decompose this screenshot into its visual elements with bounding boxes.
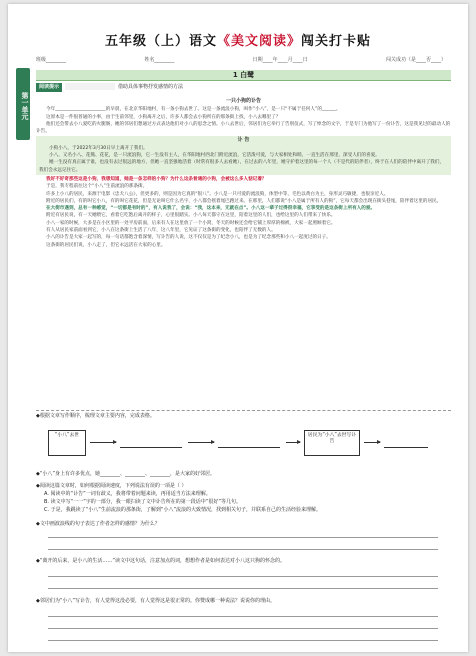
flow-arrow bbox=[90, 442, 116, 443]
lesson-bar bbox=[36, 70, 451, 81]
worksheet-page bbox=[8, 4, 468, 652]
content-flowchart bbox=[48, 424, 428, 466]
question-5: ◆“离开的后来，是小八的生活……”读文中这句话，注意加点的词，想想作者是如何表达对小八这只狗的怀念的。 bbox=[36, 558, 286, 564]
question-3-option-c[interactable]: C. 于是，我跳读了“小八”生前流浪的那条街，了解到“小八”流浪的大致情况，找到相关句子，并联系自己的生活经验来理解。 bbox=[44, 507, 322, 513]
article-paragraph: 这条街的居民们说，小八走了，但它永远活在大家的心里。 bbox=[46, 242, 166, 248]
question-1: ◆根据文章写作顺序，梳理文章主要内容，完成表格。 bbox=[36, 413, 155, 419]
flow-blank-2[interactable] bbox=[218, 438, 280, 448]
hint-blank bbox=[65, 83, 115, 90]
answer-line[interactable] bbox=[48, 588, 438, 589]
name-field[interactable]: 姓名________ bbox=[144, 57, 175, 63]
flow-arrow bbox=[286, 442, 300, 443]
answer-line[interactable] bbox=[48, 640, 438, 641]
obituary-paragraph: 小八，又名小八、花熊、花花，是一只流浪狗，它一生没有主人，在华阳地村西北门附近流浪，它活泼可爱，与大家相处和睦，一直生活在那里，深受人们的喜爱。 bbox=[49, 153, 380, 159]
flow-node-start: “小八”去世 bbox=[48, 430, 86, 456]
answer-line[interactable] bbox=[48, 537, 438, 538]
hint-text: 借助具体事物抒发感情的方法 bbox=[118, 84, 184, 90]
question-6: ◆邻居们为“小八”写讣告，有人觉得这没必要，有人觉得这是很正常的。你赞成哪一种说法？说说你的理由。 bbox=[36, 598, 276, 604]
hint-tag: 阅读提示 bbox=[36, 83, 62, 92]
obituary-paragraph: 她一生没有真正属于谁，也没有去过很远的地方，但她一直坚强地活着（时常有很多人去看她），在过去的八年里，她守护着这里的每一个人（不是代的陪伴者），终于在人们的陪伴中离开了我们，我们会永远记住它。 bbox=[39, 160, 445, 173]
flow-blank-3[interactable] bbox=[384, 438, 428, 448]
article-paragraph: 小八的讣告是大家一起写的，每一句话都饱含着深情，写讣告的人说，这不仅仅是为了纪念小八，也是为了纪念那些和小八一起度过的日子。 bbox=[46, 235, 331, 241]
page-title bbox=[8, 30, 468, 49]
article bbox=[36, 97, 451, 249]
reading-hint bbox=[36, 83, 451, 92]
obituary-heading: 讣 告 bbox=[237, 137, 250, 144]
question-3-option-a[interactable]: A. 阅读中的“讣告”一词有歧义，我将带着问题来读，再用适当方法来理解。 bbox=[44, 491, 211, 497]
wavy-underline-sentence: 在大街市遇到，总有一种感觉，“一切都是有时的”，有人说我了，会说：“我，这本来，无就在点”。小八这一辈子过得很幸福，它享受的是这条街上所有人的爱。 bbox=[46, 206, 376, 212]
article-paragraph: 于是，我专程前往这个“小八”生前流浪的那条街。 bbox=[46, 184, 148, 190]
title-highlight: 《美文阅读》 bbox=[216, 34, 301, 49]
date-field[interactable]: 日期____年____月____日 bbox=[252, 57, 308, 63]
answer-line[interactable] bbox=[48, 576, 438, 577]
class-field[interactable]: 班级________ bbox=[36, 57, 67, 63]
article-paragraph: 小八一家的时候，大多是在小区里的一处平房前面，后来有人在这里放了一个小窝，冬天的时候还会给它铺上厚厚的棉被，大家一起照顾着它。 bbox=[46, 220, 336, 226]
flow-blank-1[interactable] bbox=[120, 438, 182, 448]
article-paragraph: 许多上小八的居民，来源于电影《忠犬八公》，但更多的，则是因为它真的“很八”。小八是一只可爱的流浪狗，体型中等，毛色以黄白为主，身形灵巧敏捷，也很亲近人。 bbox=[46, 191, 389, 197]
article-paragraph: 他们还会带去小八爱吃的火腿肠，她的邻居们想通过方式表达他们对小八的思念之情。小八去世后，邻居们为它举行了告别仪式，写了悼念的文字，于是专门为他写了一份讣告，这是我见过的最动人的讣告。 bbox=[36, 121, 451, 135]
question-4: ◆文中画波浪线的句子表达了作者怎样的感情？为什么？ bbox=[36, 521, 160, 527]
student-info-fields bbox=[36, 56, 446, 63]
answer-line[interactable] bbox=[48, 549, 438, 550]
article-paragraph: 附近有居民说，有一天她喂它，看着它吃饱后离开的样子，心里很踏实。小八每天都守在这里，陪着这里的人们，也给这里的人们带来了快乐。 bbox=[46, 213, 336, 219]
article-paragraph: 今年______________________的早晨，在北京华阳地村，有一条小狗去世了。这是一条流浪小狗，叫作“小八”，是一只“不属于任何人”的______。 bbox=[46, 107, 341, 113]
unit-sidebar: 第一单元 bbox=[16, 68, 30, 140]
flow-arrow bbox=[188, 442, 214, 443]
answer-line[interactable] bbox=[48, 616, 438, 617]
article-paragraph: 有人从居民家前面看到它，小八在这条街上生活了八年，这八年里，它见证了这条街的变化，也陪伴了无数的人。 bbox=[46, 228, 276, 234]
title-suffix: 闯关打卡贴 bbox=[301, 34, 372, 49]
success-field[interactable]: 闯关成功（是____否____） bbox=[385, 57, 446, 63]
obituary-box bbox=[36, 136, 451, 174]
question-3-option-b[interactable]: B. 读文中写“一一”字的一部分，我一眼扫读了文中讣告所在的第一段话中“很好”等几句。 bbox=[44, 499, 241, 505]
section-divider bbox=[36, 410, 451, 411]
question-3: ◆阅读这篇文章时，如何根据阅读速度，下列说法有误的一项是（ ） bbox=[36, 483, 187, 489]
answer-line[interactable] bbox=[48, 628, 438, 629]
flow-arrow bbox=[364, 442, 380, 443]
lesson-number: 1 白鹭 bbox=[232, 71, 255, 79]
title-prefix: 五年级（上）语文 bbox=[104, 34, 217, 49]
highlight-question: 我好不好奇那些这是小狗，我想知道，她是一条怎样的小狗？为什么这条普通的小狗，会被这么多人惦记着？ bbox=[46, 176, 267, 182]
article-paragraph: 附近的居民们，有的叫它小八，有的叫它花花，但是无论叫它什么名字，小八都会摇着尾巴跑过来。在那里，人们都说“小八是属于所有人的狗”，它每天都会出现在街头巷尾，陪伴着这里的居民。 bbox=[46, 198, 442, 204]
obituary-paragraph: 小狗小八，于2022年3月30日早上离开了我们。 bbox=[49, 145, 148, 151]
question-2: ◆“小八”身上有许多优点，她________、________、________，是大家的好邻居。 bbox=[36, 471, 216, 477]
article-paragraph: 这原本是一件很普通的小事，由于生前邻里，小狗离开之后，许多人都会去小狗所在的那条街上找，小八去哪里了？ bbox=[46, 114, 281, 120]
flow-node-obituary: 居民为“小八”去世写讣告 bbox=[304, 430, 360, 456]
article-heading: 一只小狗的讣告 bbox=[225, 98, 261, 104]
